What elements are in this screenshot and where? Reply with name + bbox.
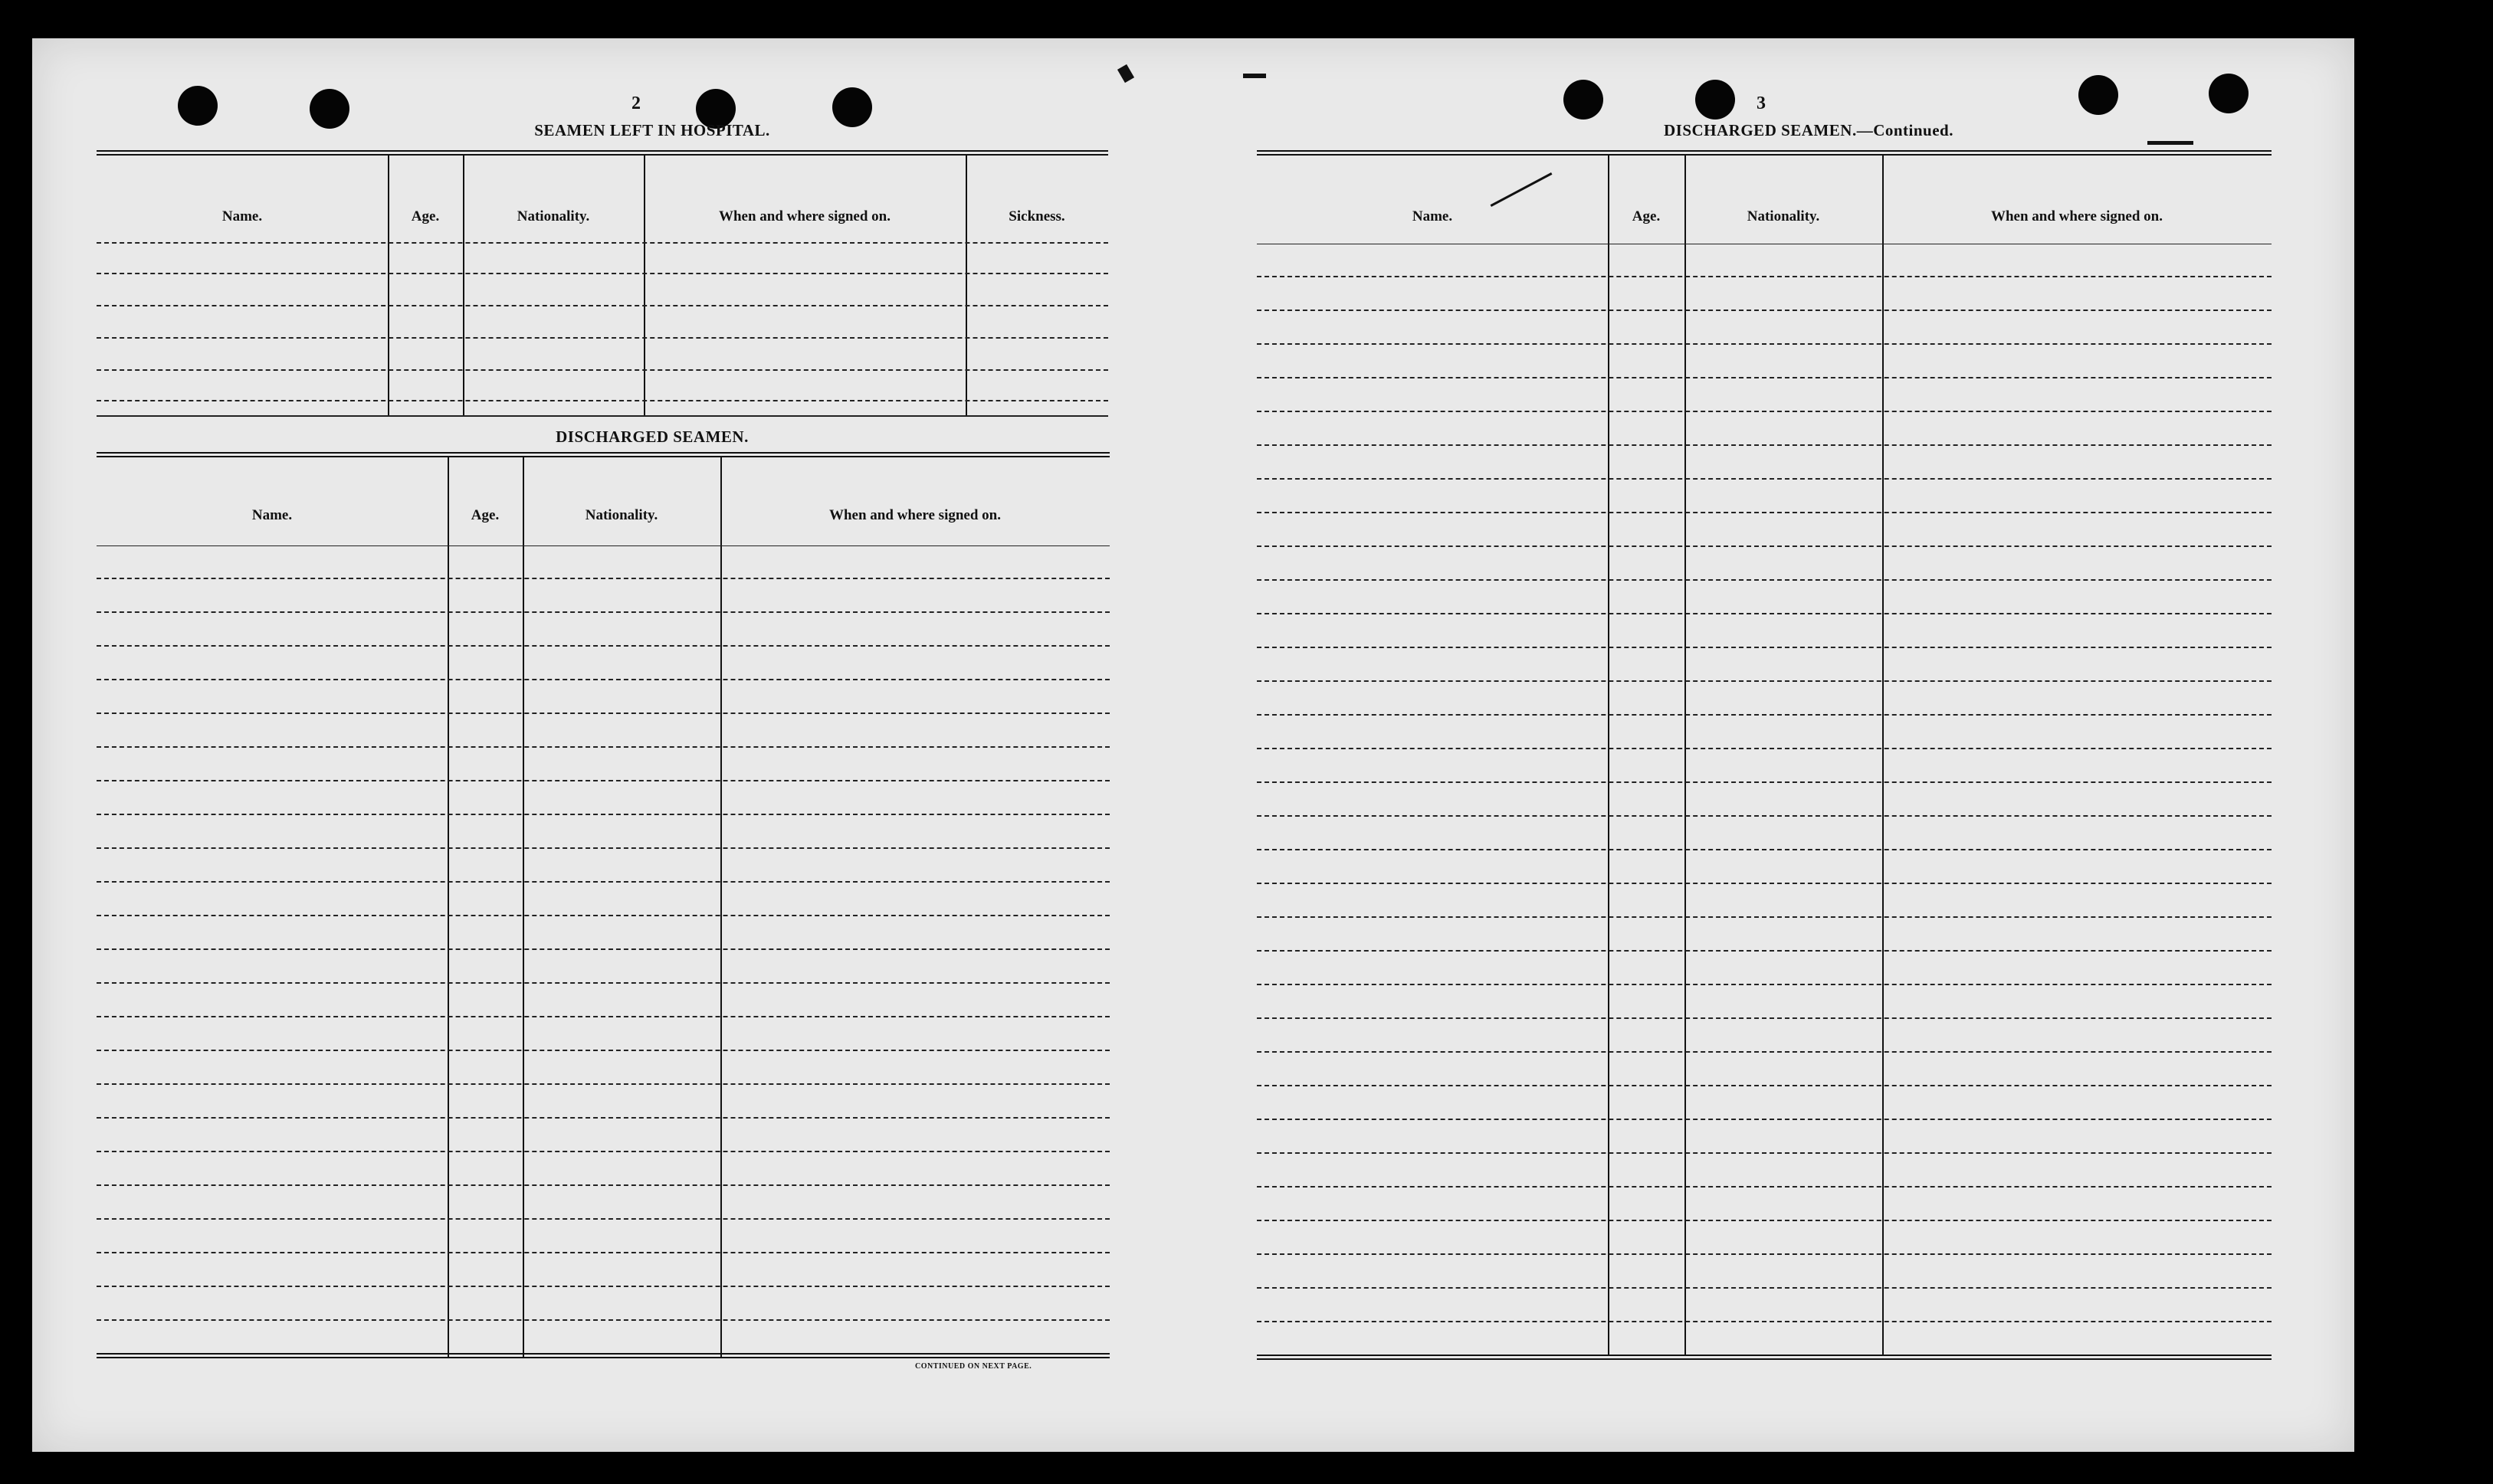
entry-line xyxy=(1257,310,2272,311)
hospital-table xyxy=(97,150,1108,457)
page-number: 3 xyxy=(1757,93,1766,113)
table-top-rule xyxy=(1257,150,2272,156)
entry-line xyxy=(1257,883,2272,884)
entry-line xyxy=(1257,1321,2272,1322)
entry-line xyxy=(97,400,1108,401)
entry-line xyxy=(1257,478,2272,480)
entry-line xyxy=(1257,984,2272,985)
col-header-nationality: Nationality. xyxy=(585,507,658,523)
table-bottom-rule xyxy=(97,415,1108,417)
table-top-rule xyxy=(97,150,1108,156)
entry-line xyxy=(1257,1152,2272,1154)
entry-line xyxy=(97,242,1108,244)
entry-line xyxy=(97,982,1110,984)
entry-line xyxy=(97,305,1108,306)
header-rule xyxy=(97,545,1110,546)
entry-line xyxy=(1257,545,2272,547)
entry-line xyxy=(1257,781,2272,783)
col-header-signed-on: When and where signed on. xyxy=(1990,208,2163,224)
col-header-name: Name. xyxy=(221,208,263,224)
col-header-nationality: Nationality. xyxy=(1747,208,1820,224)
entry-line xyxy=(1257,849,2272,850)
entry-line xyxy=(97,1286,1110,1287)
discharged-section-title: DISCHARGED SEAMEN. xyxy=(556,428,749,446)
entry-line xyxy=(1257,748,2272,749)
column-divider xyxy=(388,155,389,415)
table-bottom-rule xyxy=(1257,1355,2272,1360)
entry-line xyxy=(97,273,1108,274)
entry-line xyxy=(1257,377,2272,378)
table-bottom-rule xyxy=(97,1353,1110,1358)
discharged-table xyxy=(97,452,1110,1371)
discharged-continued-title: DISCHARGED SEAMEN.—Continued. xyxy=(1664,121,1953,139)
entry-line xyxy=(97,780,1110,781)
document-sheet xyxy=(32,38,2354,1452)
col-header-signed-on: When and where signed on. xyxy=(828,507,1001,523)
entry-line xyxy=(97,915,1110,916)
entry-line xyxy=(1257,714,2272,716)
entry-line xyxy=(1257,512,2272,513)
entry-line xyxy=(1257,1220,2272,1221)
col-header-age: Age. xyxy=(411,208,440,224)
col-header-sickness: Sickness. xyxy=(1009,208,1065,224)
entry-line xyxy=(97,337,1108,339)
entry-line xyxy=(97,1151,1110,1152)
entry-line xyxy=(97,881,1110,883)
column-divider xyxy=(1608,155,1609,1355)
col-header-age: Age. xyxy=(471,507,500,523)
col-header-nationality: Nationality. xyxy=(517,208,590,224)
discharged-continued-table xyxy=(1257,150,2272,1391)
entry-line xyxy=(97,679,1110,680)
left-page xyxy=(97,38,1146,1452)
entry-line xyxy=(1257,815,2272,817)
entry-line xyxy=(1257,1119,2272,1120)
table-top-rule xyxy=(97,452,1110,457)
right-page xyxy=(1257,38,2330,1452)
entry-line xyxy=(1257,444,2272,446)
entry-line xyxy=(1257,916,2272,918)
hospital-section-title: SEAMEN LEFT IN HOSPITAL. xyxy=(534,121,770,139)
entry-line xyxy=(97,1083,1110,1085)
entry-line xyxy=(97,1184,1110,1186)
entry-line xyxy=(1257,411,2272,412)
entry-line xyxy=(1257,1287,2272,1289)
column-divider xyxy=(1684,155,1686,1355)
column-divider xyxy=(1882,155,1884,1355)
entry-line xyxy=(97,1117,1110,1119)
entry-line xyxy=(97,1050,1110,1051)
column-divider xyxy=(966,155,967,415)
entry-line xyxy=(1257,579,2272,581)
column-divider xyxy=(523,457,524,1358)
entry-line xyxy=(1257,1051,2272,1053)
col-header-signed-on: When and where signed on. xyxy=(718,208,891,224)
entry-line xyxy=(1257,343,2272,345)
entry-line xyxy=(97,847,1110,849)
entry-line xyxy=(97,713,1110,714)
entry-line xyxy=(1257,1186,2272,1188)
entry-line xyxy=(1257,950,2272,952)
entry-line xyxy=(97,645,1110,647)
continued-note: CONTINUED ON NEXT PAGE. xyxy=(915,1362,1032,1371)
entry-line xyxy=(1257,1017,2272,1019)
column-divider xyxy=(720,457,722,1358)
entry-line xyxy=(97,611,1110,613)
column-divider xyxy=(448,457,449,1358)
col-header-name: Name. xyxy=(1412,208,1453,224)
page-number: 2 xyxy=(631,93,641,113)
entry-line xyxy=(97,369,1108,371)
entry-line xyxy=(97,1252,1110,1253)
column-divider xyxy=(644,155,645,415)
col-header-name: Name. xyxy=(251,507,293,523)
entry-line xyxy=(97,1016,1110,1017)
entry-line xyxy=(1257,680,2272,682)
entry-line xyxy=(97,814,1110,815)
column-divider xyxy=(463,155,464,415)
entry-line xyxy=(97,948,1110,950)
entry-line xyxy=(97,578,1110,579)
entry-line xyxy=(97,746,1110,748)
entry-line xyxy=(1257,276,2272,277)
col-header-age: Age. xyxy=(1632,208,1661,224)
entry-line xyxy=(1257,1085,2272,1086)
entry-line xyxy=(1257,1253,2272,1255)
entry-line xyxy=(1257,647,2272,648)
entry-line xyxy=(97,1319,1110,1321)
entry-line xyxy=(1257,613,2272,614)
entry-line xyxy=(97,1218,1110,1220)
